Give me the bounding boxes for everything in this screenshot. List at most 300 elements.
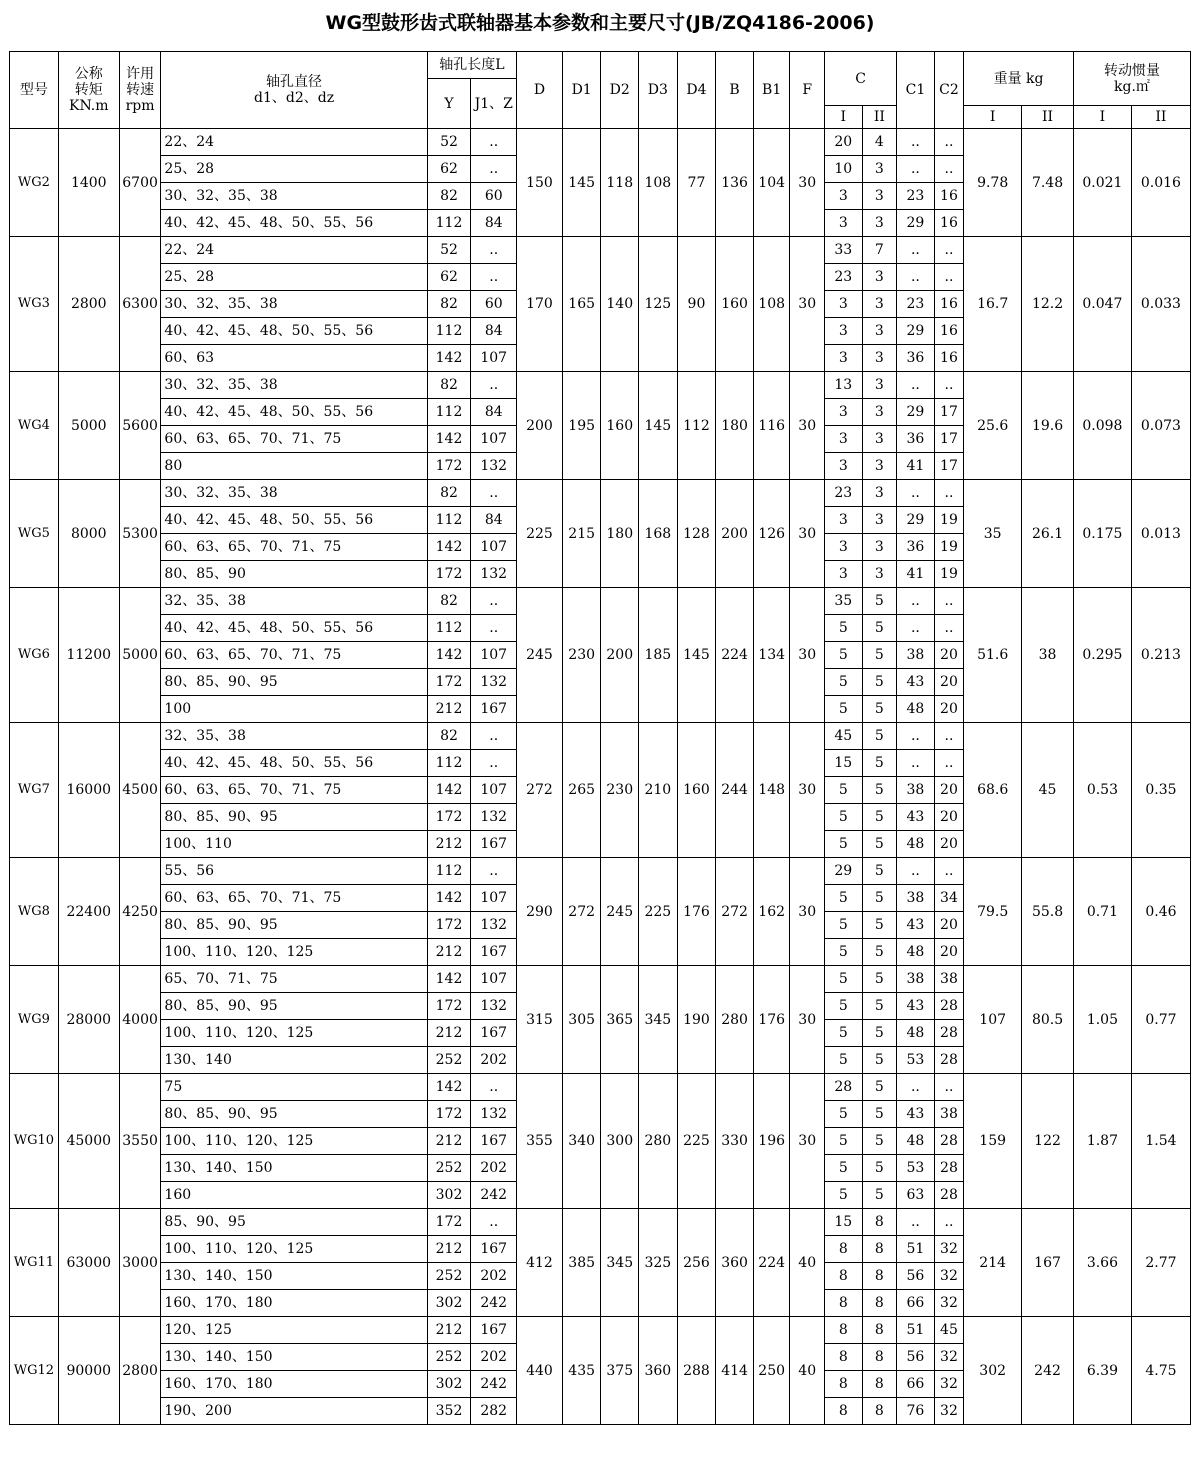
cell-J1Z: 132 (471, 561, 517, 588)
cell-C1: .. (897, 750, 935, 777)
table-row (10, 723, 1191, 750)
cell-wII: 242 (1022, 1317, 1074, 1425)
header-D3: D3 (639, 52, 678, 129)
cell-D4: 160 (677, 723, 716, 858)
cell-C-II: 8 (862, 1209, 897, 1236)
cell-C2: .. (934, 588, 963, 615)
cell-J1Z: 84 (471, 210, 517, 237)
cell-D3: 108 (639, 129, 678, 237)
cell-Y: 252 (427, 1344, 471, 1371)
cell-C1: 29 (897, 399, 935, 426)
cell-C2: 28 (934, 1047, 963, 1074)
cell-bore: 30、32、35、38 (161, 480, 427, 507)
cell-bore: 60、63、65、70、71、75 (161, 534, 427, 561)
header-inertia (1073, 52, 1190, 106)
table-row (10, 588, 1191, 615)
cell-C-II: 5 (862, 777, 897, 804)
cell-bore: 80、85、90、95 (161, 669, 427, 696)
cell-B1: 196 (753, 1074, 790, 1209)
cell-Y: 112 (427, 399, 471, 426)
cell-bore: 130、140、150 (161, 1263, 427, 1290)
cell-Y: 252 (427, 1047, 471, 1074)
cell-jII: 4.75 (1131, 1317, 1190, 1425)
cell-B: 330 (716, 1074, 754, 1209)
header-C1: C1 (897, 52, 935, 129)
cell-C-I: 5 (824, 1182, 862, 1209)
cell-C2: 16 (934, 183, 963, 210)
cell-C2: .. (934, 1074, 963, 1101)
cell-C2: .. (934, 129, 963, 156)
cell-D: 355 (517, 1074, 563, 1209)
cell-J1Z: 167 (471, 1317, 517, 1344)
header-C-I: I (824, 106, 862, 129)
page-title: WG型鼓形齿式联轴器基本参数和主要尺寸(JB/ZQ4186-2006) (325, 12, 875, 34)
cell-wII: 12.2 (1022, 237, 1074, 372)
cell-F: 30 (790, 480, 825, 588)
cell-F: 30 (790, 1074, 825, 1209)
cell-C1: 41 (897, 561, 935, 588)
cell-jI: 0.047 (1073, 237, 1131, 372)
cell-bore: 160、170、180 (161, 1290, 427, 1317)
cell-wII: 7.48 (1022, 129, 1074, 237)
cell-C2: .. (934, 1209, 963, 1236)
cell-D: 290 (517, 858, 563, 966)
table-row (10, 858, 1191, 885)
cell-C-II: 3 (862, 426, 897, 453)
cell-B1: 148 (753, 723, 790, 858)
cell-Y: 172 (427, 669, 471, 696)
cell-C1: 48 (897, 696, 935, 723)
cell-D4: 190 (677, 966, 716, 1074)
table-row (10, 1317, 1191, 1344)
cell-C-I: 29 (824, 858, 862, 885)
cell-D: 170 (517, 237, 563, 372)
cell-D4: 225 (677, 1074, 716, 1209)
cell-C2: 32 (934, 1263, 963, 1290)
cell-bore: 25、28 (161, 264, 427, 291)
cell-C2: 20 (934, 777, 963, 804)
cell-C2: 19 (934, 534, 963, 561)
cell-C-II: 5 (862, 615, 897, 642)
cell-wI: 214 (964, 1209, 1022, 1317)
cell-J1Z: .. (471, 129, 517, 156)
cell-C-I: 15 (824, 1209, 862, 1236)
cell-Y: 112 (427, 507, 471, 534)
cell-model: WG10 (10, 1074, 59, 1209)
cell-Y: 212 (427, 1128, 471, 1155)
cell-C-II: 7 (862, 237, 897, 264)
cell-bore: 160、170、180 (161, 1371, 427, 1398)
cell-C-I: 5 (824, 939, 862, 966)
cell-D4: 145 (677, 588, 716, 723)
cell-C-I: 5 (824, 1047, 862, 1074)
cell-C-I: 13 (824, 372, 862, 399)
cell-jI: 0.098 (1073, 372, 1131, 480)
cell-C-II: 8 (862, 1290, 897, 1317)
cell-C-II: 5 (862, 1020, 897, 1047)
cell-B: 200 (716, 480, 754, 588)
cell-C1: 36 (897, 426, 935, 453)
cell-Y: 172 (427, 804, 471, 831)
cell-C-I: 23 (824, 480, 862, 507)
cell-bore: 30、32、35、38 (161, 291, 427, 318)
cell-J1Z: 84 (471, 318, 517, 345)
cell-C2: 20 (934, 669, 963, 696)
cell-C-II: 5 (862, 642, 897, 669)
cell-torque: 90000 (58, 1317, 119, 1425)
cell-C-II: 5 (862, 885, 897, 912)
cell-D: 412 (517, 1209, 563, 1317)
cell-C1: 38 (897, 966, 935, 993)
cell-wI: 302 (964, 1317, 1022, 1425)
cell-C2: .. (934, 723, 963, 750)
cell-wI: 79.5 (964, 858, 1022, 966)
cell-Y: 82 (427, 183, 471, 210)
cell-torque: 11200 (58, 588, 119, 723)
cell-C2: .. (934, 264, 963, 291)
cell-C1: 29 (897, 318, 935, 345)
cell-C-I: 3 (824, 183, 862, 210)
cell-bore: 100、110、120、125 (161, 1128, 427, 1155)
cell-wII: 80.5 (1022, 966, 1074, 1074)
cell-C-I: 8 (824, 1344, 862, 1371)
header-bore (161, 52, 427, 129)
cell-C-II: 5 (862, 1047, 897, 1074)
cell-C1: 56 (897, 1263, 935, 1290)
cell-D: 245 (517, 588, 563, 723)
cell-J1Z: 202 (471, 1047, 517, 1074)
cell-B1: 116 (753, 372, 790, 480)
cell-model: WG4 (10, 372, 59, 480)
cell-torque: 28000 (58, 966, 119, 1074)
cell-D3: 185 (639, 588, 678, 723)
cell-C2: 19 (934, 507, 963, 534)
cell-Y: 142 (427, 345, 471, 372)
cell-F: 30 (790, 129, 825, 237)
cell-D3: 145 (639, 372, 678, 480)
cell-F: 30 (790, 966, 825, 1074)
cell-B: 160 (716, 237, 754, 372)
cell-C2: 32 (934, 1290, 963, 1317)
cell-C-I: 3 (824, 561, 862, 588)
cell-C-I: 20 (824, 129, 862, 156)
cell-model: WG7 (10, 723, 59, 858)
cell-J1Z: 282 (471, 1398, 517, 1425)
cell-bore: 100、110、120、125 (161, 939, 427, 966)
header-bore-line2: d1、d2、dz (254, 90, 335, 106)
header-torque (58, 52, 119, 129)
cell-D4: 128 (677, 480, 716, 588)
header-inertia-line1: 转动惯量 (1103, 62, 1160, 79)
header-J1Z: J1、Z (471, 79, 517, 129)
cell-J1Z: .. (471, 588, 517, 615)
cell-Y: 172 (427, 453, 471, 480)
cell-D2: 230 (601, 723, 639, 858)
cell-J1Z: .. (471, 858, 517, 885)
cell-speed: 3550 (119, 1074, 161, 1209)
cell-J1Z: 167 (471, 1020, 517, 1047)
cell-C2: 20 (934, 804, 963, 831)
cell-C1: 48 (897, 939, 935, 966)
header-D1: D1 (562, 52, 601, 129)
header-D: D (517, 52, 563, 129)
cell-Y: 112 (427, 858, 471, 885)
cell-J1Z: .. (471, 1074, 517, 1101)
cell-C-I: 3 (824, 507, 862, 534)
cell-D3: 345 (639, 966, 678, 1074)
cell-jI: 0.175 (1073, 480, 1131, 588)
cell-C-I: 8 (824, 1236, 862, 1263)
cell-C-I: 10 (824, 156, 862, 183)
cell-D3: 168 (639, 480, 678, 588)
cell-J1Z: 167 (471, 831, 517, 858)
cell-C1: 48 (897, 831, 935, 858)
cell-torque: 5000 (58, 372, 119, 480)
cell-D: 315 (517, 966, 563, 1074)
cell-J1Z: .. (471, 264, 517, 291)
cell-C-I: 5 (824, 912, 862, 939)
cell-C-II: 8 (862, 1371, 897, 1398)
cell-jII: 0.213 (1131, 588, 1190, 723)
cell-C-II: 5 (862, 966, 897, 993)
cell-C-II: 3 (862, 453, 897, 480)
cell-jII: 2.77 (1131, 1209, 1190, 1317)
cell-speed: 6300 (119, 237, 161, 372)
header-inertia-II: II (1131, 106, 1190, 129)
cell-bore: 65、70、71、75 (161, 966, 427, 993)
cell-D3: 225 (639, 858, 678, 966)
cell-D1: 215 (562, 480, 601, 588)
cell-B: 244 (716, 723, 754, 858)
cell-B: 136 (716, 129, 754, 237)
cell-wI: 68.6 (964, 723, 1022, 858)
cell-B1: 126 (753, 480, 790, 588)
cell-C1: 23 (897, 183, 935, 210)
cell-D4: 176 (677, 858, 716, 966)
cell-C2: .. (934, 237, 963, 264)
cell-C-II: 4 (862, 129, 897, 156)
cell-J1Z: .. (471, 237, 517, 264)
cell-wII: 26.1 (1022, 480, 1074, 588)
cell-C1: .. (897, 723, 935, 750)
cell-J1Z: 132 (471, 912, 517, 939)
cell-C-II: 5 (862, 993, 897, 1020)
cell-C2: 20 (934, 696, 963, 723)
cell-Y: 82 (427, 291, 471, 318)
header-weight-I: I (964, 106, 1022, 129)
cell-F: 30 (790, 858, 825, 966)
cell-J1Z: .. (471, 615, 517, 642)
cell-C-I: 5 (824, 1155, 862, 1182)
cell-C-II: 3 (862, 372, 897, 399)
cell-C1: 43 (897, 912, 935, 939)
cell-F: 30 (790, 723, 825, 858)
cell-J1Z: 107 (471, 426, 517, 453)
cell-wI: 35 (964, 480, 1022, 588)
cell-C2: 20 (934, 912, 963, 939)
cell-model: WG6 (10, 588, 59, 723)
cell-J1Z: 107 (471, 966, 517, 993)
cell-Y: 52 (427, 237, 471, 264)
header-F: F (790, 52, 825, 129)
cell-C1: 43 (897, 993, 935, 1020)
header-bore-line1: 轴孔直径 (266, 74, 323, 90)
cell-C-I: 3 (824, 210, 862, 237)
cell-C1: .. (897, 1209, 935, 1236)
cell-C1: 38 (897, 642, 935, 669)
cell-J1Z: 107 (471, 534, 517, 561)
cell-D2: 245 (601, 858, 639, 966)
table-row (10, 237, 1191, 264)
cell-C2: 28 (934, 1020, 963, 1047)
cell-J1Z: 167 (471, 1236, 517, 1263)
cell-bore: 80、85、90、95 (161, 1101, 427, 1128)
cell-C-I: 3 (824, 318, 862, 345)
cell-model: WG2 (10, 129, 59, 237)
cell-jII: 0.033 (1131, 237, 1190, 372)
cell-Y: 252 (427, 1263, 471, 1290)
cell-bore: 80、85、90、95 (161, 993, 427, 1020)
cell-B: 360 (716, 1209, 754, 1317)
cell-C1: .. (897, 372, 935, 399)
cell-C-I: 3 (824, 291, 862, 318)
cell-J1Z: 242 (471, 1371, 517, 1398)
cell-bore: 22、24 (161, 129, 427, 156)
cell-D1: 145 (562, 129, 601, 237)
cell-bore: 100 (161, 696, 427, 723)
cell-D1: 272 (562, 858, 601, 966)
cell-Y: 212 (427, 939, 471, 966)
cell-D1: 165 (562, 237, 601, 372)
cell-D3: 325 (639, 1209, 678, 1317)
cell-bore: 55、56 (161, 858, 427, 885)
cell-C-II: 3 (862, 561, 897, 588)
cell-C-I: 5 (824, 777, 862, 804)
cell-C-I: 5 (824, 831, 862, 858)
cell-C2: 16 (934, 210, 963, 237)
cell-C1: 36 (897, 534, 935, 561)
cell-C-I: 3 (824, 345, 862, 372)
cell-C-I: 8 (824, 1290, 862, 1317)
header-C2: C2 (934, 52, 963, 129)
cell-D2: 300 (601, 1074, 639, 1209)
cell-Y: 172 (427, 993, 471, 1020)
cell-C1: 43 (897, 804, 935, 831)
cell-Y: 212 (427, 1236, 471, 1263)
cell-D: 200 (517, 372, 563, 480)
cell-B: 272 (716, 858, 754, 966)
cell-C-II: 5 (862, 912, 897, 939)
cell-bore: 32、35、38 (161, 723, 427, 750)
cell-C-I: 3 (824, 426, 862, 453)
cell-D2: 180 (601, 480, 639, 588)
cell-C-I: 8 (824, 1371, 862, 1398)
cell-C-I: 5 (824, 885, 862, 912)
cell-C-II: 3 (862, 156, 897, 183)
cell-Y: 252 (427, 1155, 471, 1182)
cell-D2: 160 (601, 372, 639, 480)
cell-wI: 51.6 (964, 588, 1022, 723)
cell-bore: 100、110 (161, 831, 427, 858)
cell-wII: 55.8 (1022, 858, 1074, 966)
cell-C2: 16 (934, 318, 963, 345)
cell-C-II: 5 (862, 804, 897, 831)
cell-C2: 17 (934, 453, 963, 480)
cell-D3: 125 (639, 237, 678, 372)
header-speed-line1: 许用 (126, 66, 155, 82)
cell-bore: 40、42、45、48、50、55、56 (161, 210, 427, 237)
cell-C-I: 5 (824, 993, 862, 1020)
cell-J1Z: .. (471, 750, 517, 777)
cell-C2: .. (934, 615, 963, 642)
cell-Y: 172 (427, 1209, 471, 1236)
cell-bore: 60、63、65、70、71、75 (161, 777, 427, 804)
cell-C1: 66 (897, 1290, 935, 1317)
cell-C-II: 8 (862, 1263, 897, 1290)
cell-C1: 38 (897, 885, 935, 912)
cell-wII: 19.6 (1022, 372, 1074, 480)
cell-B1: 162 (753, 858, 790, 966)
table-row (10, 372, 1191, 399)
cell-C2: 16 (934, 345, 963, 372)
cell-C-II: 5 (862, 588, 897, 615)
cell-C2: .. (934, 156, 963, 183)
header-inertia-I: I (1073, 106, 1131, 129)
cell-B1: 250 (753, 1317, 790, 1425)
cell-Y: 302 (427, 1290, 471, 1317)
cell-Y: 62 (427, 156, 471, 183)
cell-model: WG11 (10, 1209, 59, 1317)
cell-Y: 52 (427, 129, 471, 156)
cell-C1: 38 (897, 777, 935, 804)
cell-C2: 20 (934, 831, 963, 858)
cell-C2: 32 (934, 1398, 963, 1425)
cell-C2: 45 (934, 1317, 963, 1344)
spec-table-body (10, 129, 1191, 1425)
cell-C-II: 3 (862, 183, 897, 210)
cell-torque: 63000 (58, 1209, 119, 1317)
cell-C2: 28 (934, 993, 963, 1020)
cell-C-II: 3 (862, 210, 897, 237)
cell-wI: 9.78 (964, 129, 1022, 237)
cell-speed: 5000 (119, 588, 161, 723)
cell-C2: .. (934, 480, 963, 507)
cell-D2: 345 (601, 1209, 639, 1317)
cell-D3: 360 (639, 1317, 678, 1425)
cell-C-II: 3 (862, 534, 897, 561)
cell-C1: 56 (897, 1344, 935, 1371)
header-speed-unit: rpm (125, 98, 155, 114)
cell-C-I: 33 (824, 237, 862, 264)
cell-B1: 224 (753, 1209, 790, 1317)
cell-jII: 0.016 (1131, 129, 1190, 237)
cell-C2: 20 (934, 642, 963, 669)
cell-J1Z: 107 (471, 777, 517, 804)
cell-C1: 53 (897, 1047, 935, 1074)
cell-C-II: 5 (862, 1155, 897, 1182)
cell-bore: 60、63 (161, 345, 427, 372)
cell-C-II: 3 (862, 318, 897, 345)
cell-C2: 20 (934, 939, 963, 966)
cell-C1: 53 (897, 1155, 935, 1182)
cell-Y: 112 (427, 750, 471, 777)
cell-C-I: 23 (824, 264, 862, 291)
cell-bore: 190、200 (161, 1398, 427, 1425)
cell-J1Z: 202 (471, 1155, 517, 1182)
cell-C2: 38 (934, 1101, 963, 1128)
cell-C1: 51 (897, 1317, 935, 1344)
cell-bore: 40、42、45、48、50、55、56 (161, 399, 427, 426)
